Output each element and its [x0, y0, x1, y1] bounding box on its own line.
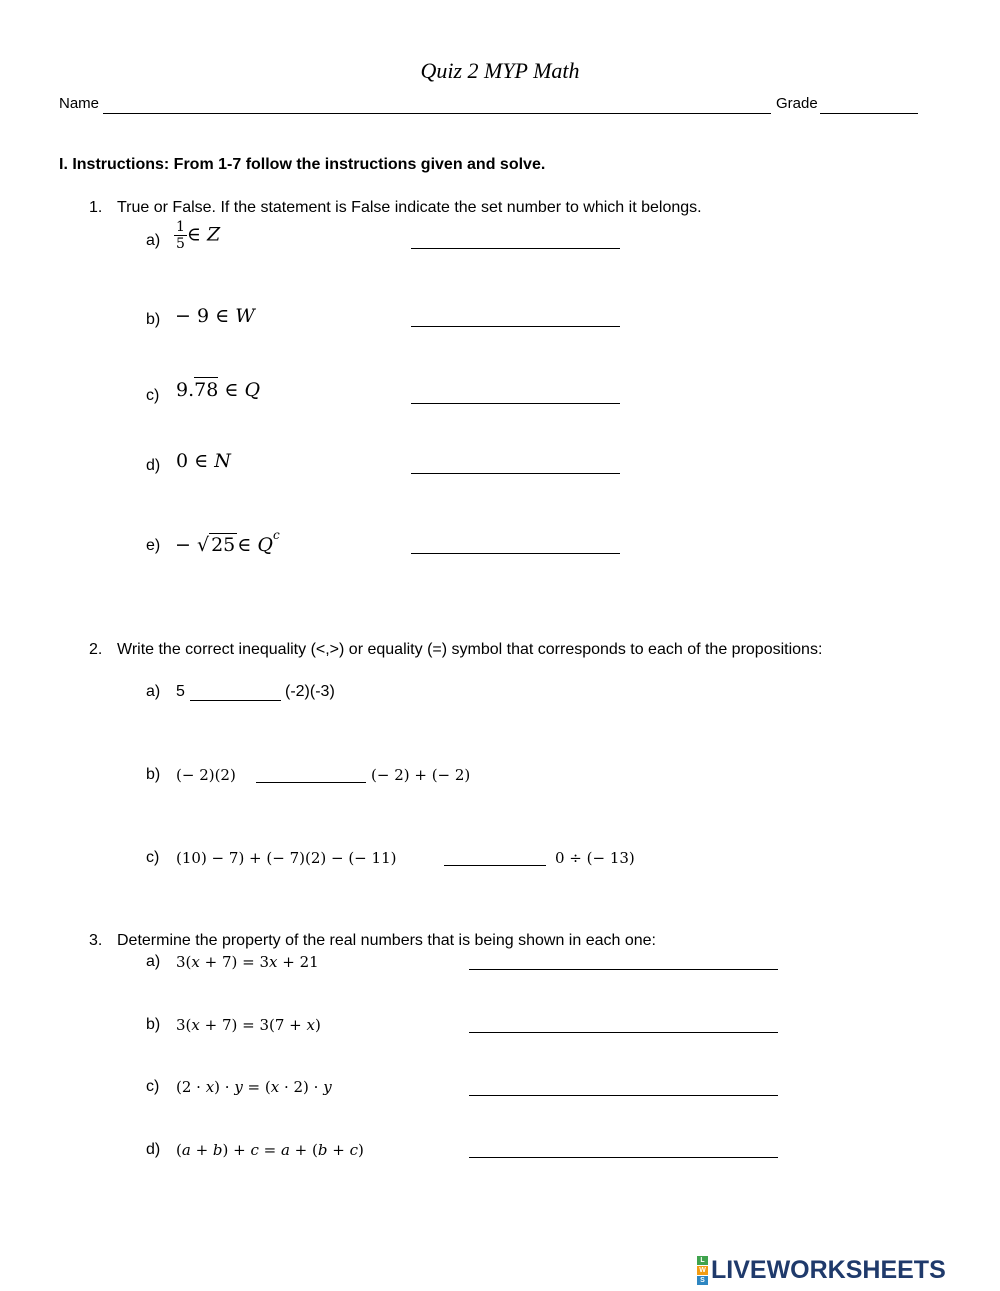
q1d-expression — [176, 450, 231, 472]
q3a-label: a) — [146, 953, 161, 970]
q1a-numerator: 1 — [176, 219, 185, 235]
q2-number: 2. — [89, 641, 103, 658]
q1a-set: Z — [207, 223, 221, 246]
q3b-expression: 3(𝑥 + 7) = 3(7 + 𝑥) — [176, 1016, 321, 1034]
q1d-expr: 0 ∈ — [176, 450, 209, 472]
grade-label: Grade — [776, 95, 818, 112]
q3d-expression: (𝑎 + 𝑏) + 𝑐 = 𝑎 + (𝑏 + 𝑐) — [176, 1141, 364, 1159]
logo-square-w: W — [697, 1266, 708, 1275]
q1a-label: a) — [146, 232, 161, 249]
q1e-expression — [175, 528, 280, 556]
q1e-set: Q — [257, 534, 273, 556]
logo-text: LIVEWORKSHEETS — [711, 1255, 946, 1284]
q1d-set: N — [214, 450, 231, 472]
square-root-icon: √ 25 — [196, 534, 236, 556]
q1a-answer[interactable] — [411, 248, 620, 249]
q3d-label: d) — [146, 1141, 161, 1158]
q1b-expression — [175, 305, 255, 327]
q3c-expression: (2 · 𝑥) · 𝑦 = (𝑥 · 2) · 𝑦 — [176, 1078, 332, 1096]
grade-field[interactable] — [820, 113, 918, 114]
q1e-complement: c — [272, 528, 280, 542]
logo-square-s: S — [697, 1276, 708, 1285]
q2-text: Write the correct inequality (<,>) or equality (=) symbol that corresponds to each of the propositions: — [117, 641, 823, 658]
logo-squares-icon — [697, 1256, 708, 1285]
page-title: Quiz 2 MYP Math — [420, 58, 580, 83]
q1e-minus: − — [175, 534, 191, 556]
q2b-right: (− 2) + (− 2) — [371, 766, 471, 784]
q1c-answer[interactable] — [411, 403, 620, 404]
q1b-answer[interactable] — [411, 326, 620, 327]
q1c-repeating-digits: 78 — [194, 379, 219, 401]
q1c-set: Q — [244, 379, 261, 401]
liveworksheets-logo — [697, 1255, 946, 1285]
q1c-symbol: ∈ — [218, 379, 239, 401]
q1e-symbol: ∈ — [237, 534, 252, 556]
logo-square-l: L — [697, 1256, 708, 1265]
q1e-radicand: 25 — [211, 534, 236, 556]
q1-text: True or False. If the statement is False indicate the set number to which it belongs. — [117, 199, 702, 216]
q3-text: Determine the property of the real numbers that is being shown in each one: — [117, 932, 656, 949]
q3-number: 3. — [89, 932, 103, 949]
q2a-label: a) — [146, 683, 161, 700]
q2a-right: (-2)(-3) — [285, 683, 335, 700]
q2b-answer[interactable] — [256, 782, 366, 783]
q1e-label: e) — [146, 537, 161, 554]
q2c-left: (10) − 7) + (− 7)(2) − (− 11) — [176, 849, 397, 867]
q1c-expression — [176, 379, 260, 401]
name-field[interactable] — [103, 113, 771, 114]
q1a-denominator: 5 — [176, 236, 185, 252]
q2c-answer[interactable] — [444, 865, 546, 866]
q2c-label: c) — [146, 849, 160, 866]
q3b-answer[interactable] — [469, 1032, 778, 1033]
q1a-symbol: ∈ — [186, 223, 201, 246]
name-label: Name — [59, 95, 100, 112]
q3a-answer[interactable] — [469, 969, 778, 970]
q3c-answer[interactable] — [469, 1095, 778, 1096]
q1a-expression — [174, 219, 220, 252]
q2a-left: 5 — [176, 683, 185, 700]
q2b-label: b) — [146, 766, 161, 783]
q1b-label: b) — [146, 311, 161, 328]
q1-number: 1. — [89, 199, 103, 216]
q2c-right: 0 ÷ (− 13) — [555, 849, 635, 867]
q1e-answer[interactable] — [411, 553, 620, 554]
q3b-label: b) — [146, 1016, 161, 1033]
q3d-answer[interactable] — [469, 1157, 778, 1158]
q1d-label: d) — [146, 457, 161, 474]
q2b-left: (− 2)(2) — [176, 766, 236, 784]
q1c-whole: 9. — [176, 379, 195, 401]
q1c-label: c) — [146, 387, 160, 404]
instructions: I. Instructions: From 1-7 follow the instructions given and solve. — [59, 156, 546, 173]
q3a-expression: 3(𝑥 + 7) = 3𝑥 + 21 — [176, 953, 319, 971]
q1a-fraction — [174, 219, 187, 252]
q1b-set: W — [235, 305, 255, 327]
q2a-answer[interactable] — [190, 700, 281, 701]
q3c-label: c) — [146, 1078, 160, 1095]
q1b-expr: − 9 ∈ — [175, 305, 230, 327]
q1d-answer[interactable] — [411, 473, 620, 474]
